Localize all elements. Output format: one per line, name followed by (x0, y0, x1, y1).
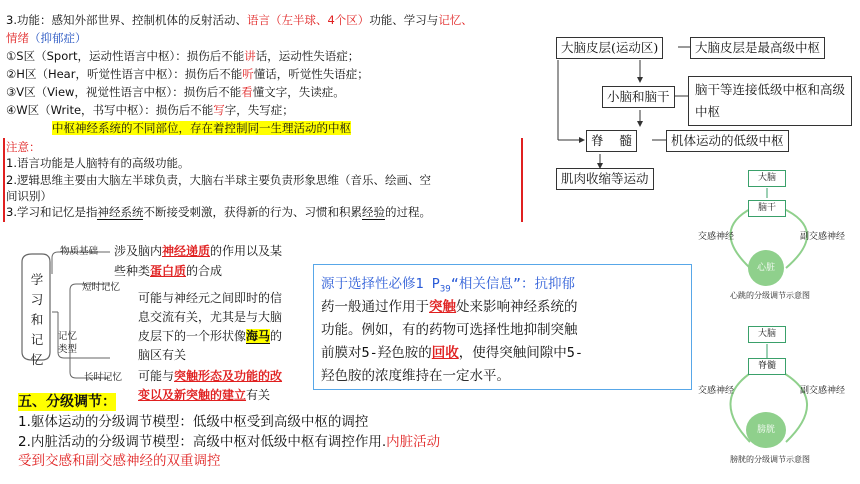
synapse-change-text: 突触形态及功能的改 (174, 369, 283, 383)
function-text: 3.功能：感知外部世界、控制机体的反射活动、 (6, 13, 247, 27)
short-line-3 (138, 326, 282, 346)
h-area-key: 听 (242, 67, 254, 81)
h-area-c: 懂话，听觉性失语症； (253, 67, 369, 81)
muscle-box: 肌肉收缩等运动 (556, 168, 654, 190)
info-4a: 前膜对5-羟色胺的 (321, 345, 432, 361)
v-area-a: ③V区（View，视觉性语言中枢）：损伤后不能 (6, 85, 242, 99)
section5-p2a: 2.内脏活动的分级调节模型：高级中枢对低级中枢有调控作用. (18, 434, 387, 450)
heart-sympathetic-label: 交感神经 (698, 232, 735, 242)
cortex-desc-box: 大脑皮层是最高级中枢 (690, 37, 825, 59)
note-3d: 经验 (361, 205, 385, 219)
cerebellum-box: 小脑和脑干 (602, 86, 675, 108)
language-text: 语言（左半球、4个区） (246, 13, 370, 27)
info-line-4 (321, 342, 583, 365)
short-3c: 的 (270, 329, 283, 343)
highlight-line (52, 119, 351, 137)
note-3b: 神经系统 (97, 205, 144, 219)
s-area-a: ①S区（Sport，运动性语言中枢）：损伤后不能 (6, 49, 245, 63)
short-line-1: 可能与神经元之间即时的信 (138, 291, 283, 305)
cortex-box: 大脑皮层(运动区) (556, 37, 663, 59)
bladder-icon: 膀胱 (746, 412, 786, 448)
spinal-desc-box: 机体运动的低级中枢 (666, 130, 789, 152)
info-source-b: “相关信息”：抗抑郁 (450, 276, 575, 292)
note-3e: 的过程。 (384, 205, 431, 219)
neurotransmitter-text: 神经递质 (162, 244, 211, 258)
v-area-key: 看 (241, 85, 253, 99)
section5-p1: 1.躯体运动的分级调节模型：低级中枢受到高级中枢的调控 (18, 414, 369, 430)
long-line-1 (138, 366, 282, 386)
short-line-4: 脑区有关 (138, 348, 187, 362)
s-area-key: 讲 (244, 49, 256, 63)
w-area-c: 字，失写症； (224, 103, 294, 117)
cerebellum-desc-box: 脑干等连接低级中枢和高级中枢 (688, 76, 852, 126)
memory-text: 记忆、 (438, 13, 473, 27)
h-area-line (6, 65, 369, 83)
info-2c: 处来影响神经系统的 (456, 299, 578, 315)
note-2a: 2.逻辑思维主要由大脑左半球负责，大脑右半球主要负责形象思维（音乐、绘画、空 (6, 173, 431, 187)
section5-p3: 受到交感和副交感神经的双重调控 (18, 453, 221, 469)
memory-root: 学习和记忆 (30, 272, 44, 367)
heart-parasympathetic-label: 副交感神经 (800, 232, 846, 242)
section5-p2b: 内脏活动 (386, 434, 441, 450)
bladder-brain-box: 大脑 (748, 326, 786, 343)
new-synapse-text: 变以及新突触的建立 (138, 388, 247, 402)
function-line-2 (6, 29, 87, 47)
pb-a: 涉及脑内 (114, 244, 163, 258)
highlight-text: 中枢神经系统的不同部位，存在着控制同一生理活动的中枢 (52, 121, 351, 135)
info-page: 39 (439, 284, 451, 295)
info-line-2 (321, 296, 578, 319)
info-4c: ，使得突触间隙中5- (458, 345, 584, 361)
long-term-label: 长时记忆 (84, 372, 123, 383)
info-line-5: 羟色胺的浓度维持在一定水平。 (321, 368, 510, 384)
long-line-2 (138, 385, 270, 405)
synapse-text: 突触 (429, 299, 456, 315)
s-area-line (6, 47, 359, 65)
protein-text: 蛋白质 (150, 264, 187, 278)
bladder-caption: 膀胱的分级调节示意图 (730, 455, 810, 464)
note-3c: 不断接受刺激，获得新的行为、习惯和积累 (143, 205, 362, 219)
bladder-sympathetic-label: 交感神经 (698, 386, 735, 396)
short-3a: 皮层下的一个形状像 (138, 329, 247, 343)
physical-basis-line-1 (114, 241, 282, 261)
v-area-c: 懂文字，失读症。 (252, 85, 345, 99)
short-line-2: 息交流有关，尤其是与大脑 (138, 310, 283, 324)
heart-icon: 心脏 (748, 250, 784, 286)
spinal-box: 脊 髓 (586, 130, 637, 152)
v-area-line (6, 83, 345, 101)
notes-title: 注意： (6, 140, 41, 154)
info-source: 源于选择性必修1 P (321, 276, 440, 292)
function-text-2: 功能、学习与 (369, 13, 439, 27)
section5-p2 (18, 433, 440, 452)
pb-d: 些种类 (114, 264, 151, 278)
hippocampus-text: 海马 (246, 329, 271, 343)
heart-brain-box: 大脑 (748, 170, 786, 187)
note-3 (6, 203, 431, 221)
depression-text: （抑郁症） (29, 31, 87, 45)
bladder-spinal-box: 脊髓 (748, 358, 786, 375)
pb-c: 的作用以及某 (210, 244, 283, 258)
short-term-label: 短时记忆 (82, 282, 121, 293)
reuptake-text: 回收 (431, 345, 459, 361)
w-area-line (6, 101, 294, 119)
physical-basis-line-2 (114, 261, 222, 281)
long-1a: 可能与 (138, 369, 175, 383)
physical-basis-label: 物质基础 (60, 246, 99, 257)
section5-title: 五、分级调节： (18, 394, 116, 410)
h-area-a: ②H区（Hear，听觉性语言中枢）：损伤后不能 (6, 67, 243, 81)
note-1: 1.语言功能是人脑特有的高级功能。 (6, 156, 190, 170)
info-line-3: 功能。例如，有的药物可选择性地抑制突触 (321, 322, 578, 338)
emotion-text: 情绪 (6, 31, 29, 45)
note-3a: 3.学习和记忆是指 (6, 205, 98, 219)
info-2a: 药一般通过作用于 (321, 299, 429, 315)
w-area-key: 写 (213, 103, 225, 117)
memory-types-label: 记忆类型 (58, 331, 78, 355)
long-2b: 有关 (246, 388, 271, 402)
heart-caption: 心跳的分级调节示意图 (730, 291, 810, 300)
heart-brainstem-box: 脑干 (748, 200, 786, 217)
bladder-parasympathetic-label: 副交感神经 (800, 386, 846, 396)
note-2b: 间识别） (6, 189, 52, 203)
w-area-a: ④W区（Write，书写中枢）：损伤后不能 (6, 103, 214, 117)
function-line-1 (6, 11, 473, 29)
s-area-c: 话，运动性失语症； (255, 49, 360, 63)
pb-f: 的合成 (186, 264, 223, 278)
